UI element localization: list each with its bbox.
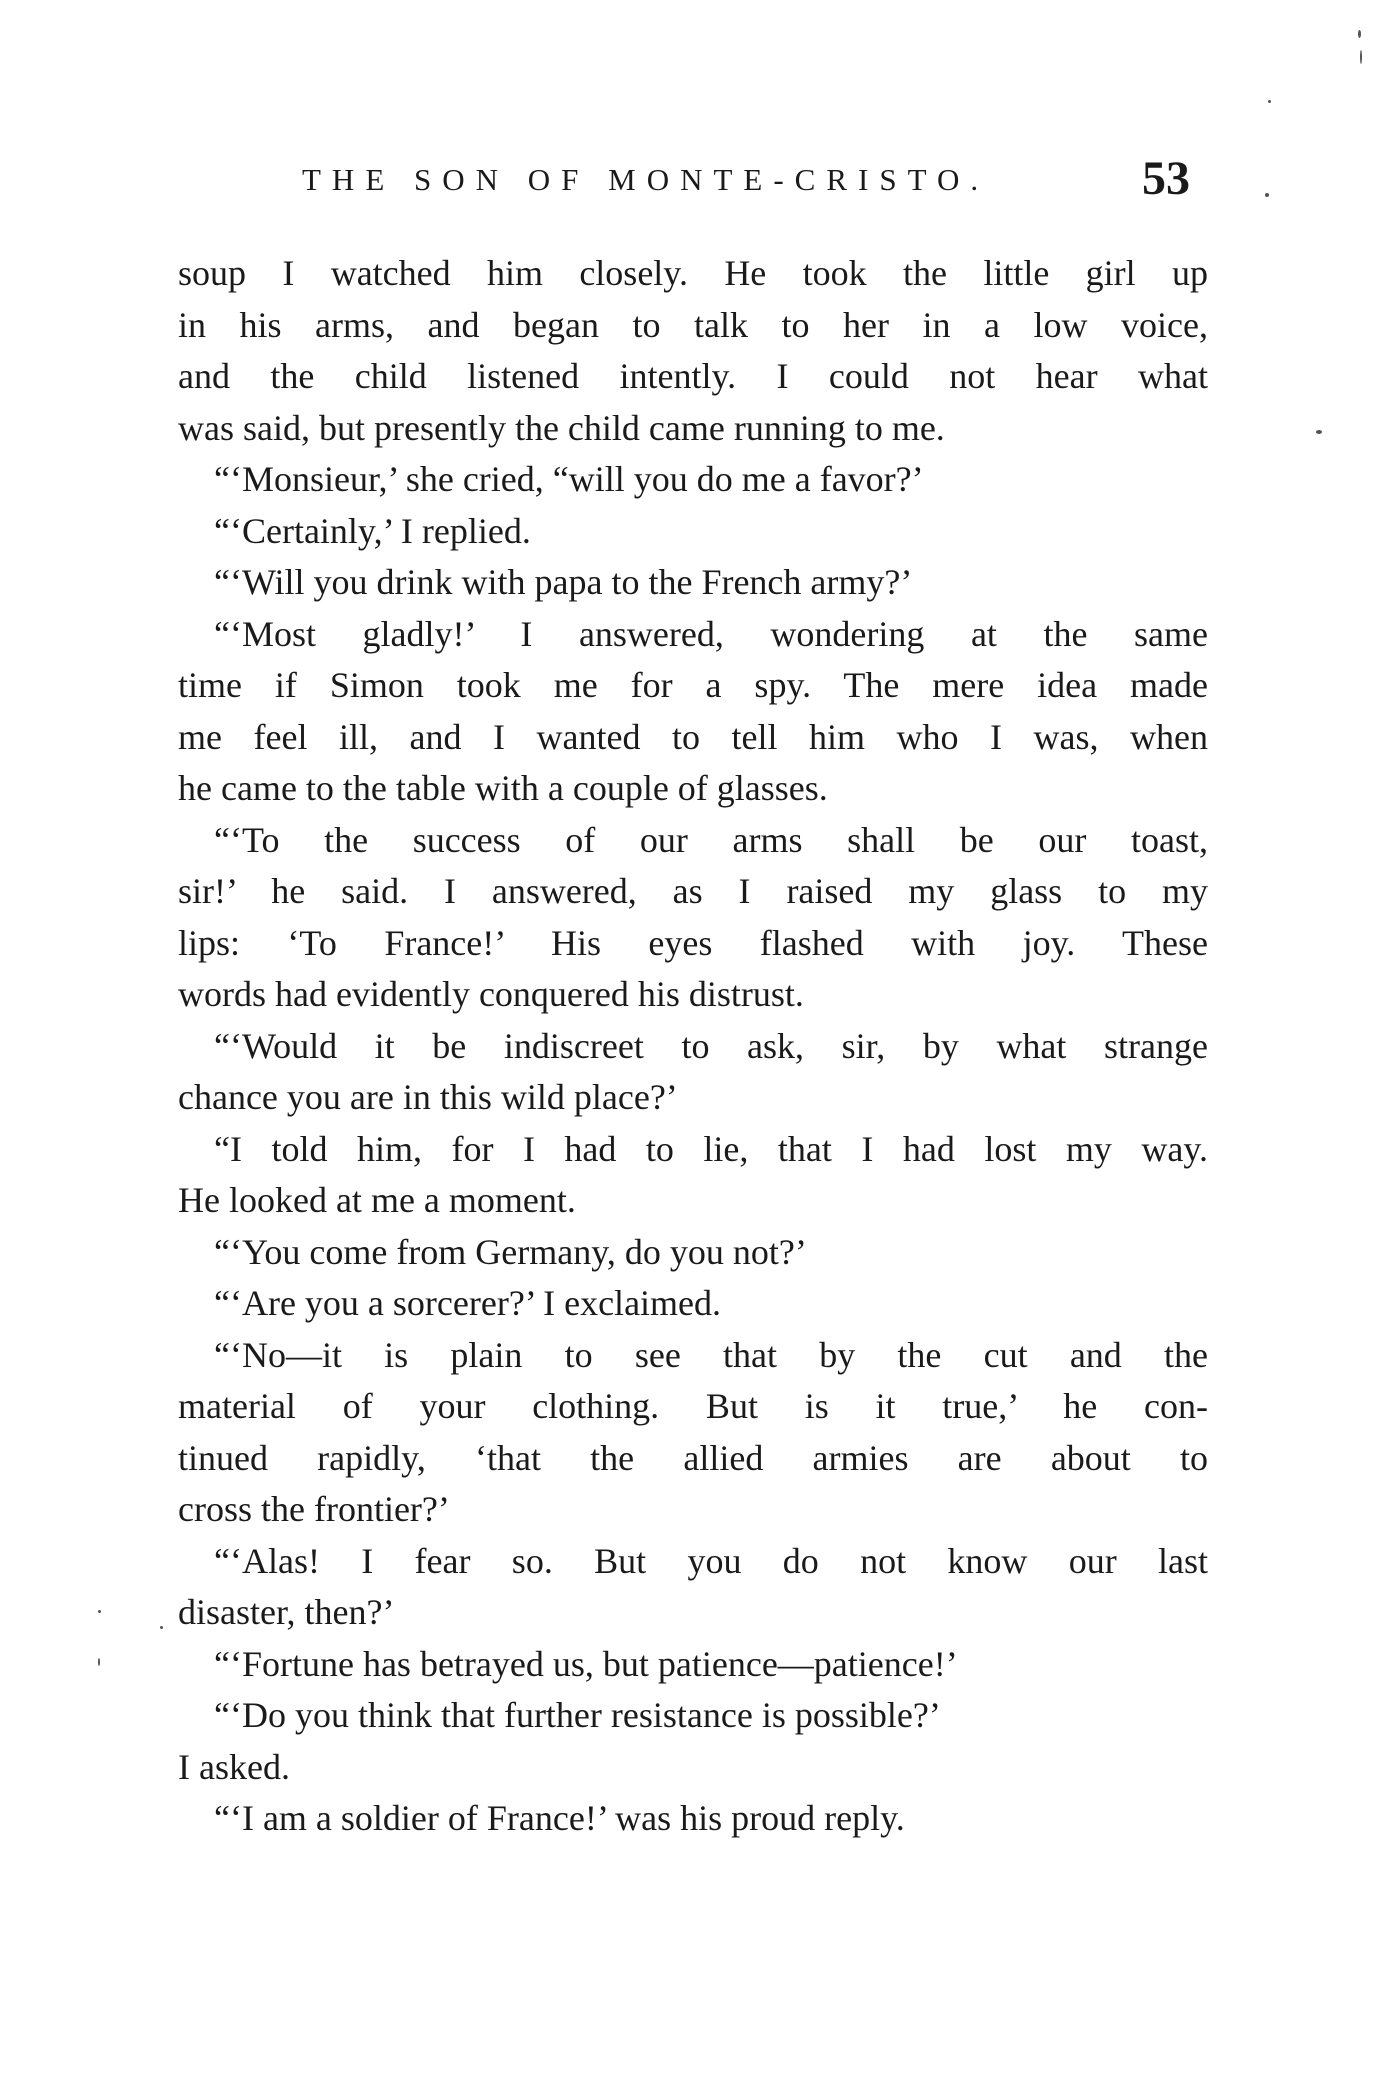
text-line: sir!’ he said. I answered, as I raised my glass to my xyxy=(178,871,1208,911)
page-number: 53 xyxy=(1142,152,1190,205)
text-line: “I told him, for I had to lie, that I had lost my way. xyxy=(214,1128,1208,1169)
text-line: I asked. xyxy=(178,1746,290,1787)
text-line: lips: ‘To France!’ His eyes flashed with joy. These xyxy=(178,922,1208,963)
scan-speck xyxy=(1265,193,1269,197)
text-line: “‘Most gladly!’ I answered, wondering at the same xyxy=(214,613,1208,654)
text-line: soup I watched him closely. He took the little girl up xyxy=(178,253,1208,293)
body-text xyxy=(178,248,1208,1845)
text-line: “‘Fortune has betrayed us, but patience—patience!’ xyxy=(214,1643,958,1684)
text-line: “‘Are you a sorcerer?’ I exclaimed. xyxy=(214,1283,722,1323)
text-line: “‘Do you think that further resistance is possible?’ xyxy=(214,1695,941,1735)
scan-speck xyxy=(1316,430,1322,434)
text-line: time if Simon took me for a spy. The mere idea made xyxy=(178,665,1208,705)
scan-speck xyxy=(1358,30,1361,38)
text-line: “‘Alas! I fear so. But you do not know our last xyxy=(214,1540,1208,1581)
text-line: in his arms, and began to talk to her in a low voice, xyxy=(178,304,1208,345)
text-line: “‘Will you drink with papa to the French army?’ xyxy=(214,562,913,602)
text-line: “‘Monsieur,’ she cried, “will you do me a favor?’ xyxy=(214,459,924,499)
running-title: THE SON OF MONTE-CRISTO. xyxy=(302,162,990,197)
text-line: “‘Would it be indiscreet to ask, sir, by what strange xyxy=(214,1025,1208,1066)
text-line: “‘You come from Germany, do you not?’ xyxy=(214,1231,807,1272)
text-line: words had evidently conquered his distrust. xyxy=(178,974,804,1014)
text-line: cross the frontier?’ xyxy=(178,1489,450,1529)
text-line: He looked at me a moment. xyxy=(178,1180,576,1220)
scan-speck xyxy=(98,1610,101,1613)
scan-speck xyxy=(1360,50,1362,64)
text-line: me feel ill, and I wanted to tell him who I was, when xyxy=(178,716,1208,757)
text-line: “‘I am a soldier of France!’ was his proud reply. xyxy=(214,1798,905,1838)
text-line: “‘Certainly,’ I replied. xyxy=(214,510,531,551)
text-line: “‘No—it is plain to see that by the cut and the xyxy=(214,1334,1208,1375)
scan-speck xyxy=(98,1658,100,1666)
text-line: material of your clothing. But is it true,’ he con- xyxy=(178,1386,1208,1426)
text-line: and the child listened intently. I could not hear what xyxy=(178,356,1208,396)
text-line: “‘To the success of our arms shall be our toast, xyxy=(214,819,1208,860)
text-line: was said, but presently the child came running to me. xyxy=(178,407,945,448)
text-line: disaster, then?’ xyxy=(178,1592,395,1632)
scan-speck xyxy=(160,1626,163,1629)
text-line: he came to the table with a couple of glasses. xyxy=(178,768,828,808)
running-head xyxy=(302,152,1202,220)
scan-speck xyxy=(1268,100,1271,103)
text-line: tinued rapidly, ‘that the allied armies are about to xyxy=(178,1437,1208,1478)
text-line: chance you are in this wild place?’ xyxy=(178,1077,678,1117)
